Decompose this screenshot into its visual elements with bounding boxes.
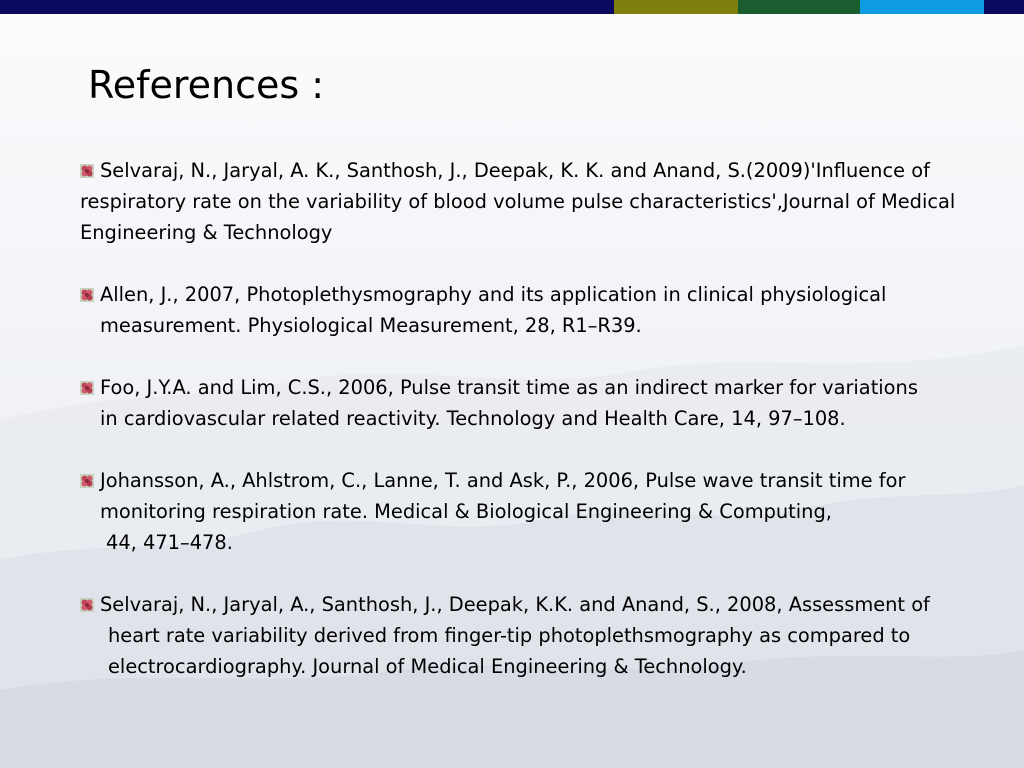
top-accent-bar (0, 0, 1024, 14)
accent-bar-segment-green (738, 0, 860, 14)
reference-line: Selvaraj, N., Jaryal, A., Santhosh, J., Deepak, K.K. and Anand, S., 2008, Assessment of (100, 593, 930, 616)
reference-line: heart rate variability derived from finger-tip photoplethsmography as compared to (108, 624, 911, 647)
flower-bullet-icon (80, 164, 94, 178)
reference-line: Johansson, A., Ahlstrom, C., Lanne, T. and Ask, P., 2006, Pulse wave transit time for (100, 469, 906, 492)
reference-item (80, 372, 1020, 434)
reference-line: respiratory rate on the variability of blood volume pulse characteristics',Journal of Medical (80, 190, 956, 213)
reference-line: Allen, J., 2007, Photoplethysmography and its application in clinical physiological (100, 283, 887, 306)
reference-item (80, 155, 1020, 248)
reference-line: electrocardiography. Journal of Medical Engineering & Technology. (108, 655, 747, 678)
accent-bar-segment-sky (860, 0, 984, 14)
reference-line: monitoring respiration rate. Medical & Biological Engineering & Computing, (100, 500, 832, 523)
reference-list (80, 155, 1020, 713)
accent-bar-segment-navy-end (984, 0, 1024, 14)
reference-line: 44, 471–478. (106, 531, 233, 554)
accent-bar-segment-olive (614, 0, 738, 14)
reference-line: measurement. Physiological Measurement, 28, R1–R39. (100, 314, 642, 337)
flower-bullet-icon (80, 288, 94, 302)
reference-item (80, 465, 1020, 558)
accent-bar-segment-navy (0, 0, 614, 14)
flower-bullet-icon (80, 474, 94, 488)
flower-bullet-icon (80, 598, 94, 612)
flower-bullet-icon (80, 381, 94, 395)
reference-line: Foo, J.Y.A. and Lim, C.S., 2006, Pulse transit time as an indirect marker for variations (100, 376, 918, 399)
reference-item (80, 279, 1020, 341)
reference-line: Selvaraj, N., Jaryal, A. K., Santhosh, J., Deepak, K. K. and Anand, S.(2009)'Influence of (100, 159, 930, 182)
reference-line: Engineering & Technology (80, 221, 333, 244)
reference-item (80, 589, 1020, 682)
reference-line: in cardiovascular related reactivity. Technology and Health Care, 14, 97–108. (100, 407, 846, 430)
slide-title: References : (88, 63, 325, 107)
